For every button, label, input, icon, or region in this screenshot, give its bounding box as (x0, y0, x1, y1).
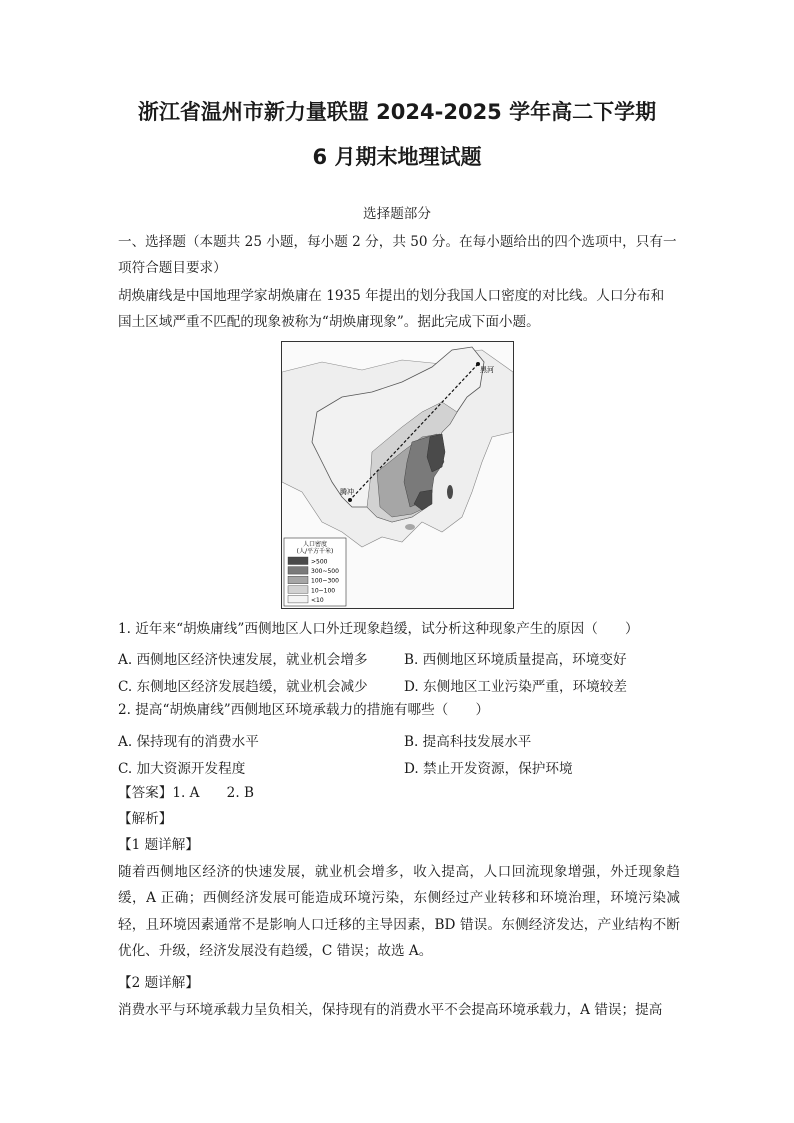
legend-label: 300~500 (311, 568, 339, 576)
detail2-heading: 【2 题详解】 (118, 975, 199, 991)
legend-swatch (288, 576, 308, 584)
q1-option-c[interactable]: C. 东侧地区经济发展趋缓，就业机会减少 (118, 679, 368, 695)
q2-option-c[interactable]: C. 加大资源开发程度 (118, 761, 246, 777)
q2-option-a[interactable]: A. 保持现有的消费水平 (118, 734, 259, 750)
q1-stem: 1. 近年来“胡焕庸线”西侧地区人口外迁现象趋缓，试分析这种现象产生的原因（ ） (118, 621, 639, 637)
section-heading: 选择题部分 (363, 206, 431, 222)
map-label-tengchong: 腾冲 (340, 488, 354, 496)
instruction-line1: 一、选择题（本题共 25 小题，每小题 2 分，共 50 分。在每小题给出的四个选项中，只有一 (118, 234, 677, 250)
detail2-text: 消费水平与环境承载力呈负相关，保持现有的消费水平不会提高环境承载力，A 错误；提高 (118, 1002, 663, 1018)
legend-unit: (人/平方千米) (296, 548, 334, 555)
q2-option-b[interactable]: B. 提高科技发展水平 (404, 734, 532, 750)
legend-label: 10~100 (311, 587, 336, 595)
legend-label: >500 (311, 558, 328, 566)
population-density-map (281, 341, 514, 609)
legend-swatch (288, 586, 308, 594)
legend-label: <10 (311, 596, 324, 604)
answer-line: 【答案】1. A 2. B (118, 785, 254, 801)
detail1-text: 随着西侧地区经济的快速发展，就业机会增多，收入提高，人口回流现象增强，外迁现象趋缓，A 正确；西侧经济发展可能造成环境污染，东侧经过产业转移和环境治理，环境污染减轻，且环境因素通常不是影响人口迁移的主导因素，BD 错误。东侧经济发达，产业结构不断优化、升级，经济发展没有趋缓，C 错误；故选 A。 (118, 864, 680, 960)
detail1-heading: 【1 题详解】 (118, 837, 199, 853)
legend-swatch (288, 557, 308, 565)
q1-option-b[interactable]: B. 西侧地区环境质量提高，环境变好 (404, 652, 627, 668)
legend-label: 100~300 (311, 577, 339, 585)
map-label-heihe: 黑河 (480, 366, 494, 374)
china-map-figure (282, 342, 513, 608)
intro-line1: 胡焕庸线是中国地理学家胡焕庸在 1935 年提出的划分我国人口密度的对比线。人口分布和 (118, 288, 665, 304)
instruction-line2: 项符合题目要求） (118, 260, 227, 276)
legend-title: 人口密度 (302, 541, 328, 548)
document-title-line1: 浙江省温州市新力量联盟 2024-2025 学年高二下学期 (137, 100, 657, 124)
q2-option-d[interactable]: D. 禁止开发资源，保护环境 (404, 761, 573, 777)
q2-stem: 2. 提高“胡焕庸线”西侧地区环境承载力的措施有哪些（ ） (118, 702, 490, 718)
intro-line2: 国土区域严重不匹配的现象被称为“胡焕庸现象”。据此完成下面小题。 (118, 314, 540, 330)
q1-option-d[interactable]: D. 东侧地区工业污染严重，环境较差 (404, 679, 627, 695)
q1-option-a[interactable]: A. 西侧地区经济快速发展，就业机会增多 (118, 652, 368, 668)
document-title-line2: 6 月期末地理试题 (312, 145, 482, 169)
legend-swatch (288, 595, 308, 603)
legend-swatch (288, 567, 308, 575)
analysis-heading: 【解析】 (118, 811, 173, 827)
